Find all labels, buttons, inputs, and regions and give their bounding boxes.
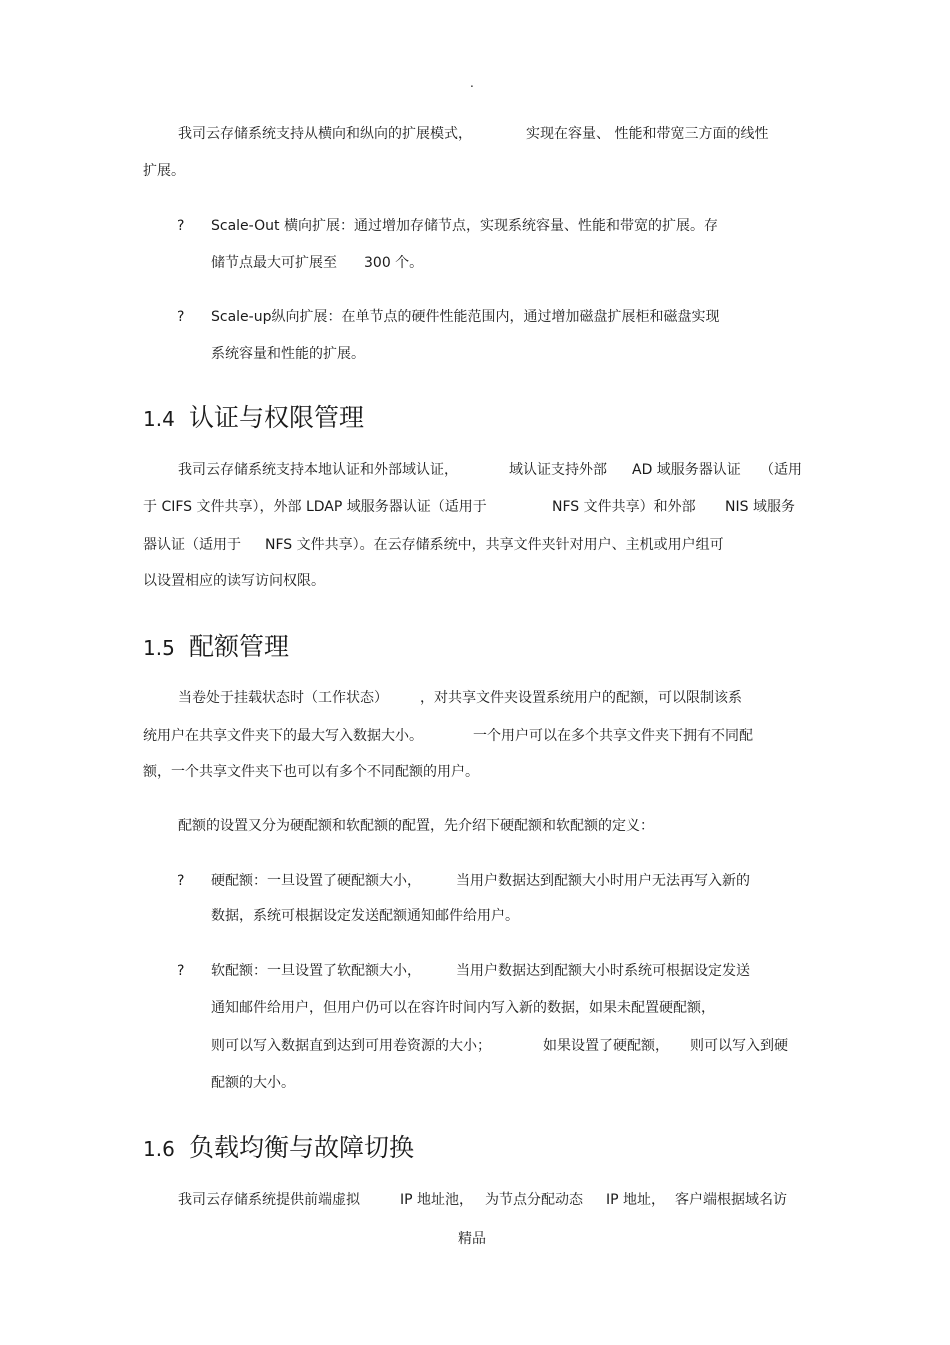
intro-line-1a: 我司云存储系统支持从横向和纵向的扩展模式， — [178, 126, 472, 142]
sec14-line-1a: 我司云存储系统支持本地认证和外部域认证， — [178, 462, 458, 478]
sec16-line-e: 客户端根据域名访 — [675, 1192, 787, 1208]
soft-quota-line-3b: 如果设置了硬配额， — [543, 1038, 669, 1054]
section-number: 1.5 — [143, 636, 175, 660]
hard-quota-line-2: 数据，系统可根据设定发送配额通知邮件给用户。 — [211, 908, 519, 924]
sec16-line-b: IP 地址池， — [400, 1192, 474, 1208]
soft-quota-line-3c: 则可以写入到硬 — [690, 1038, 788, 1054]
sec15-p1-line-3: 额，一个共享文件夹下也可以有多个不同配额的用户。 — [143, 764, 479, 780]
sec14-line-3b: NFS 文件共享）。在云存储系统中，共享文件夹针对用户、主机或用户组可 — [265, 537, 724, 553]
section-title: 认证与权限管理 — [189, 403, 365, 432]
soft-quota-line-1a: 软配额：一旦设置了软配额大小， — [211, 963, 421, 979]
bullet-mark: ? — [177, 218, 185, 234]
sec16-line-c: 为节点分配动态 — [485, 1192, 583, 1208]
header-dot: . — [470, 76, 474, 90]
bullet-scaleout-line-2: 储节点最大可扩展至 — [211, 255, 337, 271]
section-heading-1-5 — [143, 631, 289, 664]
intro-line-1b: 实现在容量、 性能和带宽三方面的线性 — [526, 126, 769, 142]
sec16-line-d: IP 地址， — [606, 1192, 666, 1208]
section-title: 负载均衡与故障切换 — [189, 1133, 415, 1162]
sec14-line-1b: 域认证支持外部 — [509, 462, 607, 478]
section-title: 配额管理 — [189, 632, 290, 661]
hard-quota-line-1b: 当用户数据达到配额大小时用户无法再写入新的 — [456, 873, 750, 889]
bullet-mark: ? — [177, 873, 185, 889]
page-footer: 精品 — [458, 1231, 486, 1247]
bullet-scaleup-line-2: 系统容量和性能的扩展。 — [211, 346, 365, 362]
section-number: 1.6 — [143, 1137, 175, 1161]
bullet-scaleup-line-1: Scale-up纵向扩展：在单节点的硬件性能范围内，通过增加磁盘扩展柜和磁盘实现 — [211, 309, 720, 325]
sec15-p1-line-2a: 统用户在共享文件夹下的最大写入数据大小。 — [143, 728, 423, 744]
sec14-line-2c: NIS 域服务 — [725, 499, 795, 515]
sec14-line-3a: 器认证（适用于 — [143, 537, 241, 553]
soft-quota-line-2: 通知邮件给用户，但用户仍可以在容许时间内写入新的数据，如果未配置硬配额， — [211, 1000, 715, 1016]
sec15-p1-line-2b: 一个用户可以在多个共享文件夹下拥有不同配 — [473, 728, 753, 744]
hard-quota-line-1a: 硬配额：一旦设置了硬配额大小， — [211, 873, 421, 889]
bullet-scaleout-line-1: Scale-Out 横向扩展：通过增加存储节点，实现系统容量、性能和带宽的扩展。存 — [211, 218, 718, 234]
sec16-line-a: 我司云存储系统提供前端虚拟 — [178, 1192, 360, 1208]
section-heading-1-6 — [143, 1132, 414, 1165]
sec15-p1-line-1b: ，对共享文件夹设置系统用户的配额，可以限制该系 — [420, 690, 742, 706]
soft-quota-line-4: 配额的大小。 — [211, 1075, 295, 1091]
sec14-line-2a: 于 CIFS 文件共享），外部 LDAP 域服务器认证（适用于 — [143, 499, 487, 515]
bullet-mark: ? — [177, 309, 185, 325]
soft-quota-line-3a: 则可以写入数据直到达到可用卷资源的大小； — [211, 1038, 491, 1054]
soft-quota-line-1b: 当用户数据达到配额大小时系统可根据设定发送 — [456, 963, 750, 979]
sec15-p1-line-1a: 当卷处于挂载状态时（工作状态） — [178, 690, 388, 706]
sec14-line-1c: AD 域服务器认证 — [632, 462, 741, 478]
sec14-line-4: 以设置相应的读写访问权限。 — [143, 573, 325, 589]
section-heading-1-4 — [143, 402, 364, 435]
bullet-scaleout-line-2b: 300 个。 — [364, 255, 424, 271]
section-number: 1.4 — [143, 407, 175, 431]
bullet-mark: ? — [177, 963, 185, 979]
sec14-line-1d: （适用 — [760, 462, 802, 478]
intro-line-2: 扩展。 — [143, 163, 185, 179]
sec14-line-2b: NFS 文件共享）和外部 — [552, 499, 696, 515]
sec15-p2: 配额的设置又分为硬配额和软配额的配置，先介绍下硬配额和软配额的定义： — [178, 818, 654, 834]
